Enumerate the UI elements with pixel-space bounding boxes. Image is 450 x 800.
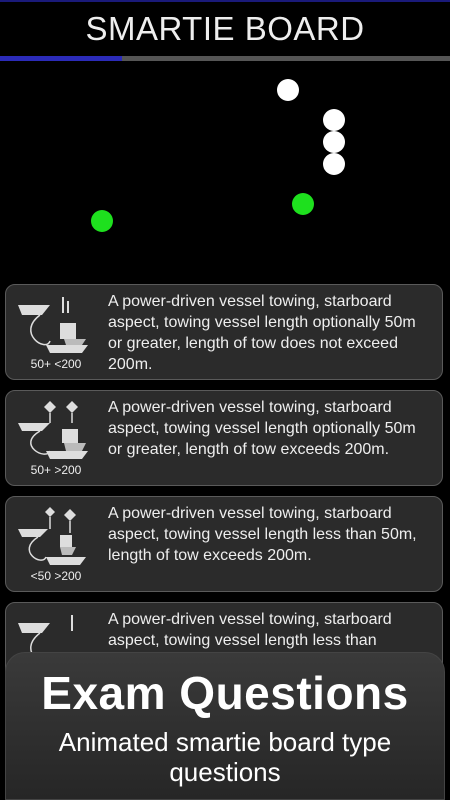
answer-card[interactable] (5, 390, 443, 486)
card-description: A power-driven vessel towing, starboard aspect, towing vessel length optionally 50m or greater, length of tow does not exceed 200m. (108, 293, 416, 373)
card-icon-label: 50+ >200 (30, 463, 82, 477)
progress-bar (0, 56, 450, 61)
white-light (323, 109, 345, 131)
small-towing-vessel-icon (16, 505, 96, 567)
towing-vessel-diamond-icon (16, 399, 96, 461)
card-icon-label: <50 >200 (30, 569, 82, 583)
card-description: A power-driven vessel towing, starboard aspect, towing vessel length optionally 50m or greater, length of tow exceeds 200m. (108, 399, 416, 458)
page-title: SMARTIE BOARD (85, 10, 365, 47)
white-light (323, 131, 345, 153)
banner-title: Exam Questions (41, 667, 409, 719)
green-light (292, 193, 314, 215)
answer-card[interactable] (5, 496, 443, 592)
card-description: A power-driven vessel towing, starboard aspect, towing vessel length less than 50m, length of tow exceeds 200m. (108, 505, 417, 564)
white-light (277, 79, 299, 101)
answer-card[interactable] (5, 284, 443, 380)
progress-fill (0, 56, 122, 61)
promo-banner (5, 652, 445, 800)
smartie-board (0, 62, 450, 277)
card-description: A power-driven vessel towing, starboard aspect, towing vessel length less than (108, 611, 392, 649)
towing-vessel-icon (16, 293, 96, 355)
banner-subtitle: Animated smartie board type questions (58, 727, 392, 787)
white-light (323, 153, 345, 175)
card-icon-label: 50+ <200 (30, 357, 82, 371)
green-light (91, 210, 113, 232)
